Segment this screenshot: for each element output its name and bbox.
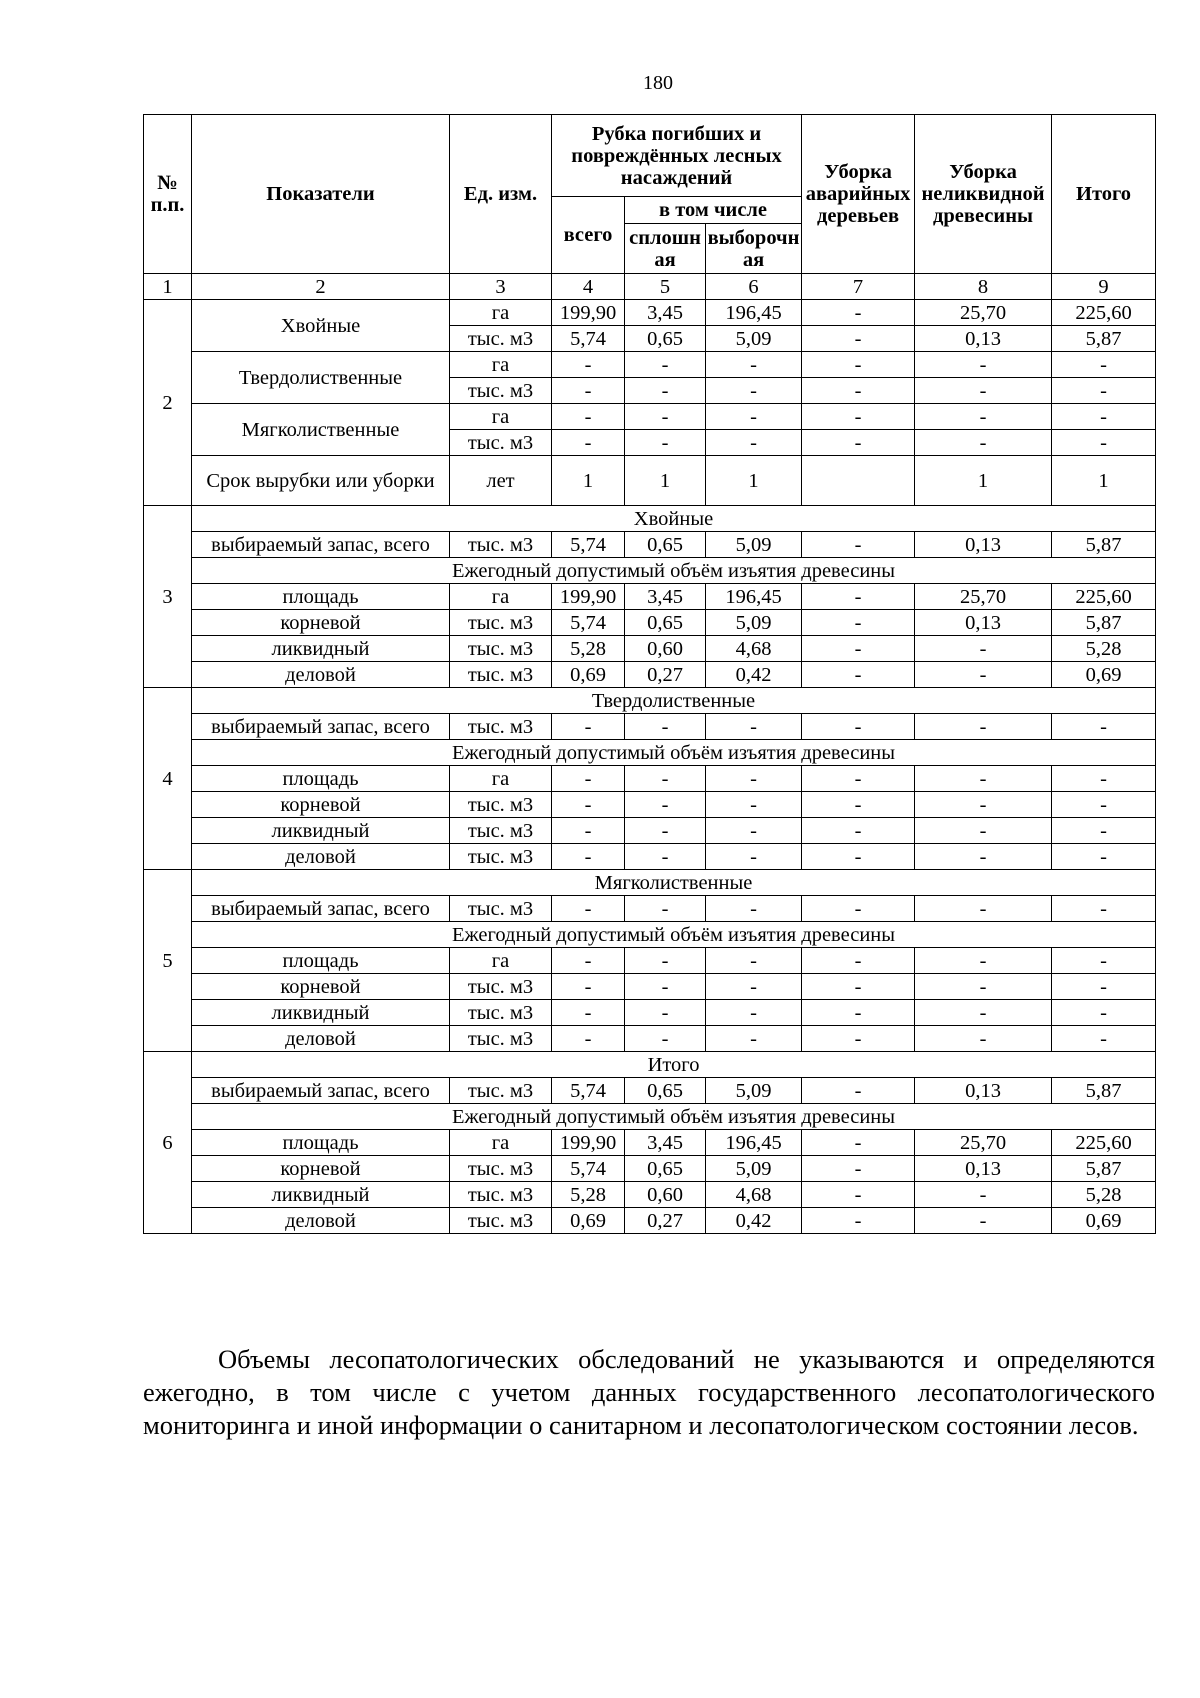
value-cell: - <box>625 352 706 378</box>
value-cell: 5,09 <box>706 610 802 636</box>
row-label: выбираемый запас, всего <box>192 896 450 922</box>
table-row <box>144 870 1156 896</box>
value-cell: - <box>625 974 706 1000</box>
row-label: деловой <box>192 844 450 870</box>
value-cell: - <box>802 610 915 636</box>
value-cell: 0,65 <box>625 1078 706 1104</box>
value-cell: 1 <box>552 456 625 506</box>
row-unit: тыс. м3 <box>450 714 552 740</box>
value-cell: - <box>706 974 802 1000</box>
table-row <box>144 792 1156 818</box>
value-cell: 25,70 <box>915 584 1052 610</box>
value-cell: - <box>552 896 625 922</box>
table-row <box>144 558 1156 584</box>
value-cell: 5,28 <box>1052 1182 1156 1208</box>
row-label: площадь <box>192 584 450 610</box>
header-selective: выборочная <box>706 224 802 274</box>
value-cell: - <box>802 404 915 430</box>
value-cell: 5,28 <box>1052 636 1156 662</box>
table-row <box>144 1026 1156 1052</box>
value-cell: 0,69 <box>552 662 625 688</box>
table-body <box>144 274 1156 1234</box>
header-indicators: Показатели <box>192 115 450 274</box>
row-label: корневой <box>192 1156 450 1182</box>
table-row <box>144 610 1156 636</box>
value-cell: 199,90 <box>552 1130 625 1156</box>
row-label: деловой <box>192 1026 450 1052</box>
row-unit: тыс. м3 <box>450 844 552 870</box>
row-unit: тыс. м3 <box>450 974 552 1000</box>
value-cell: - <box>552 792 625 818</box>
row-label: корневой <box>192 974 450 1000</box>
row-label: деловой <box>192 1208 450 1234</box>
value-cell: 225,60 <box>1052 1130 1156 1156</box>
value-cell: - <box>915 714 1052 740</box>
value-cell: - <box>552 404 625 430</box>
value-cell: 0,69 <box>1052 662 1156 688</box>
value-cell: - <box>552 974 625 1000</box>
annual-volume-heading: Ежегодный допустимый объём изъятия древесины <box>192 558 1156 584</box>
value-cell: - <box>1052 766 1156 792</box>
header-emergency: Уборка аварийных деревьев <box>802 115 915 274</box>
row-label: площадь <box>192 1130 450 1156</box>
row-unit: тыс. м3 <box>450 326 552 352</box>
header-unit: Ед. изм. <box>450 115 552 274</box>
table-row <box>144 1208 1156 1234</box>
table-row <box>144 404 1156 430</box>
value-cell: - <box>706 792 802 818</box>
value-cell: 4,68 <box>706 636 802 662</box>
value-cell: - <box>625 948 706 974</box>
row-unit: га <box>450 766 552 792</box>
value-cell: - <box>915 792 1052 818</box>
header-illiquid: Уборка неликвидной древесины <box>915 115 1052 274</box>
value-cell: 5,74 <box>552 610 625 636</box>
row-label: Мягколиственные <box>192 404 450 456</box>
row-label: корневой <box>192 610 450 636</box>
value-cell: 5,74 <box>552 1156 625 1182</box>
header-total: всего <box>552 197 625 274</box>
value-cell: 199,90 <box>552 584 625 610</box>
value-cell: 225,60 <box>1052 300 1156 326</box>
value-cell: 5,87 <box>1052 1156 1156 1182</box>
table-row <box>144 1182 1156 1208</box>
value-cell: - <box>802 1078 915 1104</box>
value-cell: - <box>915 378 1052 404</box>
value-cell: - <box>915 844 1052 870</box>
value-cell: 5,09 <box>706 326 802 352</box>
value-cell: - <box>802 896 915 922</box>
value-cell: - <box>802 766 915 792</box>
column-number: 5 <box>625 274 706 300</box>
value-cell: - <box>1052 974 1156 1000</box>
value-cell <box>802 456 915 506</box>
row-num: 5 <box>144 870 192 1052</box>
value-cell: - <box>915 1000 1052 1026</box>
row-unit: тыс. м3 <box>450 792 552 818</box>
column-number: 6 <box>706 274 802 300</box>
group-title: Итого <box>192 1052 1156 1078</box>
column-number: 8 <box>915 274 1052 300</box>
value-cell: - <box>706 1026 802 1052</box>
value-cell: 225,60 <box>1052 584 1156 610</box>
value-cell: - <box>915 818 1052 844</box>
row-label: выбираемый запас, всего <box>192 714 450 740</box>
value-cell: - <box>802 662 915 688</box>
value-cell: 0,13 <box>915 326 1052 352</box>
value-cell: 0,13 <box>915 610 1052 636</box>
value-cell: - <box>802 792 915 818</box>
value-cell: 3,45 <box>625 1130 706 1156</box>
value-cell: 5,87 <box>1052 532 1156 558</box>
table-row <box>144 532 1156 558</box>
table-row <box>144 974 1156 1000</box>
value-cell: - <box>552 378 625 404</box>
value-cell: - <box>625 792 706 818</box>
value-cell: - <box>625 1026 706 1052</box>
row-label: ликвидный <box>192 1000 450 1026</box>
value-cell: 3,45 <box>625 300 706 326</box>
value-cell: - <box>1052 378 1156 404</box>
value-cell: - <box>1052 352 1156 378</box>
value-cell: - <box>625 896 706 922</box>
header-felling: Рубка погибших и повреждённых лесных насаждений <box>552 115 802 197</box>
value-cell: 1 <box>915 456 1052 506</box>
value-cell: 5,74 <box>552 326 625 352</box>
value-cell: 0,65 <box>625 326 706 352</box>
table-row <box>144 1078 1156 1104</box>
value-cell: 5,87 <box>1052 1078 1156 1104</box>
row-label: ликвидный <box>192 818 450 844</box>
value-cell: 0,13 <box>915 1156 1052 1182</box>
value-cell: - <box>706 844 802 870</box>
value-cell: - <box>802 1000 915 1026</box>
table-row <box>144 1000 1156 1026</box>
body-paragraph <box>143 1343 1155 1442</box>
value-cell: - <box>552 948 625 974</box>
row-label: ликвидный <box>192 1182 450 1208</box>
row-label: Срок вырубки или уборки <box>192 456 450 506</box>
value-cell: - <box>552 352 625 378</box>
row-label: выбираемый запас, всего <box>192 532 450 558</box>
value-cell: - <box>915 662 1052 688</box>
value-cell: 5,87 <box>1052 610 1156 636</box>
table-row <box>144 740 1156 766</box>
value-cell: - <box>706 1000 802 1026</box>
value-cell: - <box>552 766 625 792</box>
column-number: 7 <box>802 274 915 300</box>
value-cell: 5,28 <box>552 1182 625 1208</box>
table-row <box>144 1104 1156 1130</box>
page-number: 180 <box>643 72 673 94</box>
row-unit: га <box>450 1130 552 1156</box>
value-cell: - <box>915 896 1052 922</box>
value-cell: - <box>625 404 706 430</box>
column-number: 4 <box>552 274 625 300</box>
value-cell: - <box>802 818 915 844</box>
value-cell: - <box>1052 844 1156 870</box>
row-label: Хвойные <box>192 300 450 352</box>
row-unit: тыс. м3 <box>450 1026 552 1052</box>
value-cell: - <box>625 378 706 404</box>
table-row <box>144 352 1156 378</box>
value-cell: 4,68 <box>706 1182 802 1208</box>
column-number: 3 <box>450 274 552 300</box>
value-cell: - <box>552 430 625 456</box>
table-row <box>144 948 1156 974</box>
value-cell: - <box>706 352 802 378</box>
table-row <box>144 506 1156 532</box>
table-row <box>144 300 1156 326</box>
row-num: 6 <box>144 1052 192 1234</box>
value-cell: - <box>802 326 915 352</box>
annual-volume-heading: Ежегодный допустимый объём изъятия древесины <box>192 1104 1156 1130</box>
value-cell: 0,69 <box>552 1208 625 1234</box>
table-row <box>144 844 1156 870</box>
value-cell: - <box>706 896 802 922</box>
value-cell: - <box>706 818 802 844</box>
row-unit: тыс. м3 <box>450 896 552 922</box>
value-cell: - <box>706 378 802 404</box>
value-cell: 196,45 <box>706 1130 802 1156</box>
value-cell: - <box>802 636 915 662</box>
value-cell: 5,09 <box>706 1078 802 1104</box>
value-cell: 5,74 <box>552 532 625 558</box>
value-cell: - <box>552 1000 625 1026</box>
value-cell: 0,13 <box>915 532 1052 558</box>
value-cell: 25,70 <box>915 300 1052 326</box>
value-cell: 0,42 <box>706 1208 802 1234</box>
value-cell: 0,60 <box>625 1182 706 1208</box>
value-cell: 1 <box>1052 456 1156 506</box>
value-cell: - <box>1052 792 1156 818</box>
table-row <box>144 896 1156 922</box>
value-cell: 0,65 <box>625 532 706 558</box>
value-cell: - <box>915 1026 1052 1052</box>
value-cell: - <box>1052 1000 1156 1026</box>
value-cell: 0,42 <box>706 662 802 688</box>
value-cell: 5,28 <box>552 636 625 662</box>
row-unit: тыс. м3 <box>450 662 552 688</box>
table-header <box>144 115 1156 274</box>
group-title: Мягколиственные <box>192 870 1156 896</box>
row-label: ликвидный <box>192 636 450 662</box>
value-cell: - <box>802 300 915 326</box>
value-cell: - <box>625 430 706 456</box>
value-cell: - <box>802 974 915 1000</box>
value-cell: - <box>802 1156 915 1182</box>
row-label: корневой <box>192 792 450 818</box>
value-cell: - <box>802 948 915 974</box>
row-unit: тыс. м3 <box>450 378 552 404</box>
group-title: Хвойные <box>192 506 1156 532</box>
table-row <box>144 714 1156 740</box>
value-cell: - <box>915 974 1052 1000</box>
value-cell: - <box>802 1026 915 1052</box>
value-cell: - <box>552 1026 625 1052</box>
header-solid: сплошная <box>625 224 706 274</box>
value-cell: - <box>1052 948 1156 974</box>
row-unit: тыс. м3 <box>450 430 552 456</box>
value-cell: - <box>915 1182 1052 1208</box>
value-cell: 196,45 <box>706 584 802 610</box>
table-row <box>144 766 1156 792</box>
row-unit: га <box>450 404 552 430</box>
value-cell: - <box>1052 430 1156 456</box>
table-row <box>144 662 1156 688</box>
table-row <box>144 818 1156 844</box>
value-cell: 1 <box>625 456 706 506</box>
value-cell: 5,09 <box>706 1156 802 1182</box>
value-cell: - <box>552 714 625 740</box>
value-cell: 0,65 <box>625 1156 706 1182</box>
row-unit: тыс. м3 <box>450 1000 552 1026</box>
row-unit: га <box>450 300 552 326</box>
value-cell: - <box>915 948 1052 974</box>
row-unit: лет <box>450 456 552 506</box>
value-cell: 0,65 <box>625 610 706 636</box>
value-cell: - <box>802 1130 915 1156</box>
value-cell: - <box>1052 896 1156 922</box>
row-unit: тыс. м3 <box>450 532 552 558</box>
value-cell: - <box>706 766 802 792</box>
value-cell: 0,60 <box>625 636 706 662</box>
value-cell: - <box>625 818 706 844</box>
value-cell: - <box>706 714 802 740</box>
annual-volume-heading: Ежегодный допустимый объём изъятия древесины <box>192 740 1156 766</box>
value-cell: 196,45 <box>706 300 802 326</box>
value-cell: 25,70 <box>915 1130 1052 1156</box>
annual-volume-heading: Ежегодный допустимый объём изъятия древесины <box>192 922 1156 948</box>
value-cell: - <box>915 404 1052 430</box>
paragraph-text: Объемы лесопатологических обследований не указываются и определяются ежегодно, в том числе с учетом данных государственного лесопатологического мониторинга и иной информации о санитарном и лесопатологическом состоянии лесов. <box>143 1344 1155 1440</box>
row-unit: га <box>450 584 552 610</box>
table-row <box>144 1130 1156 1156</box>
value-cell: - <box>706 948 802 974</box>
value-cell: - <box>1052 404 1156 430</box>
value-cell: 5,09 <box>706 532 802 558</box>
value-cell: - <box>915 636 1052 662</box>
value-cell: - <box>1052 714 1156 740</box>
value-cell: 0,69 <box>1052 1208 1156 1234</box>
value-cell: - <box>802 352 915 378</box>
value-cell: 0,27 <box>625 662 706 688</box>
value-cell: - <box>625 766 706 792</box>
value-cell: 3,45 <box>625 584 706 610</box>
row-unit: тыс. м3 <box>450 636 552 662</box>
column-number: 1 <box>144 274 192 300</box>
table-row <box>144 584 1156 610</box>
value-cell: - <box>915 1208 1052 1234</box>
group-title: Твердолиственные <box>192 688 1156 714</box>
row-label: площадь <box>192 766 450 792</box>
row-num: 3 <box>144 506 192 688</box>
value-cell: - <box>552 818 625 844</box>
row-unit: га <box>450 948 552 974</box>
header-itogo: Итого <box>1052 115 1156 274</box>
value-cell: 0,27 <box>625 1208 706 1234</box>
value-cell: - <box>802 430 915 456</box>
value-cell: - <box>915 766 1052 792</box>
row-unit: тыс. м3 <box>450 1078 552 1104</box>
value-cell: - <box>1052 1026 1156 1052</box>
value-cell: - <box>706 404 802 430</box>
value-cell: 0,13 <box>915 1078 1052 1104</box>
value-cell: - <box>802 1208 915 1234</box>
row-unit: тыс. м3 <box>450 1182 552 1208</box>
row-num: 2 <box>144 300 192 506</box>
value-cell: 199,90 <box>552 300 625 326</box>
table-row <box>144 1052 1156 1078</box>
header-including: в том числе <box>625 197 802 224</box>
column-number: 9 <box>1052 274 1156 300</box>
table-row <box>144 922 1156 948</box>
value-cell: - <box>915 352 1052 378</box>
row-unit: га <box>450 352 552 378</box>
value-cell: - <box>802 378 915 404</box>
table-row <box>144 456 1156 506</box>
forest-data-table <box>143 114 1156 1234</box>
value-cell: - <box>802 714 915 740</box>
table-row <box>144 688 1156 714</box>
value-cell: - <box>1052 818 1156 844</box>
row-label: выбираемый запас, всего <box>192 1078 450 1104</box>
value-cell: - <box>625 844 706 870</box>
value-cell: 5,87 <box>1052 326 1156 352</box>
row-unit: тыс. м3 <box>450 610 552 636</box>
row-label: Твердолиственные <box>192 352 450 404</box>
row-unit: тыс. м3 <box>450 818 552 844</box>
table-row <box>144 1156 1156 1182</box>
value-cell: - <box>802 532 915 558</box>
value-cell: 5,74 <box>552 1078 625 1104</box>
value-cell: - <box>915 430 1052 456</box>
row-unit: тыс. м3 <box>450 1208 552 1234</box>
value-cell: 1 <box>706 456 802 506</box>
header-num: № п.п. <box>144 115 192 274</box>
row-num: 4 <box>144 688 192 870</box>
value-cell: - <box>625 1000 706 1026</box>
table-row <box>144 274 1156 300</box>
value-cell: - <box>802 1182 915 1208</box>
value-cell: - <box>552 844 625 870</box>
value-cell: - <box>802 844 915 870</box>
row-label: площадь <box>192 948 450 974</box>
row-label: деловой <box>192 662 450 688</box>
value-cell: - <box>625 714 706 740</box>
column-number: 2 <box>192 274 450 300</box>
value-cell: - <box>706 430 802 456</box>
table-row <box>144 636 1156 662</box>
row-unit: тыс. м3 <box>450 1156 552 1182</box>
value-cell: - <box>802 584 915 610</box>
